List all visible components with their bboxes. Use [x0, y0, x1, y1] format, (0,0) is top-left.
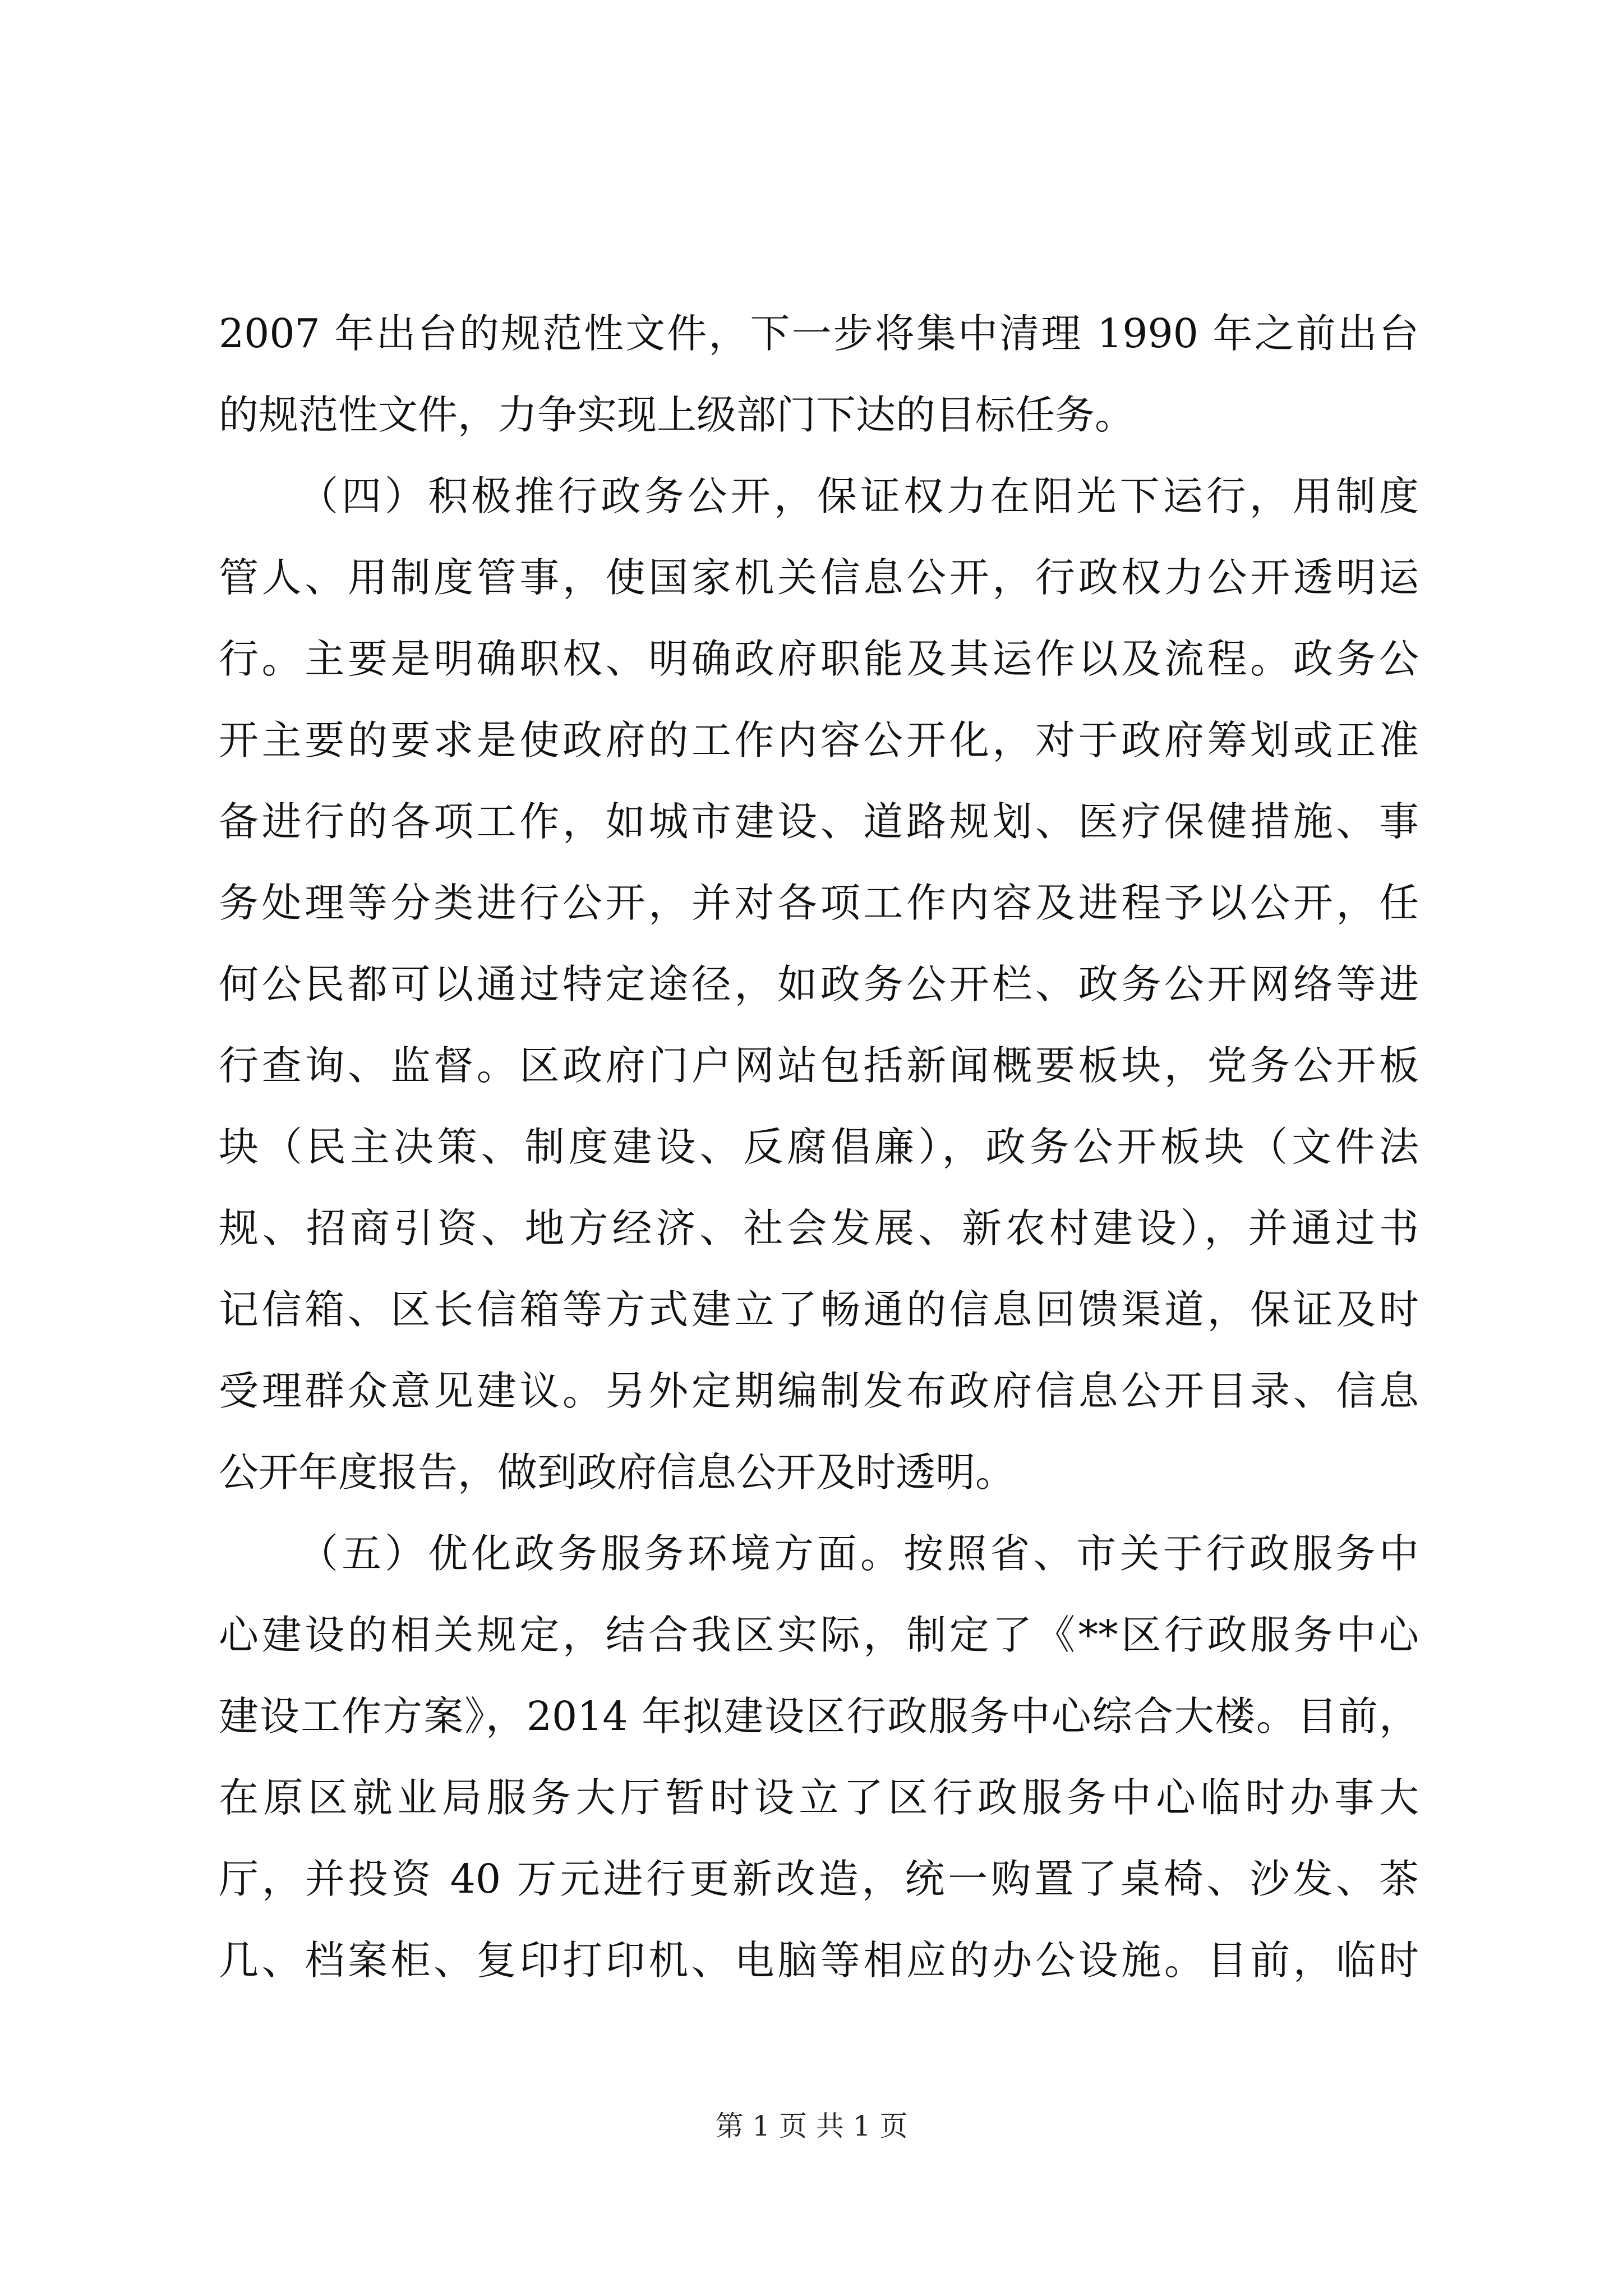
text-line: 管人、用制度管事，使国家机关信息公开，行政权力公开透明运 — [219, 554, 1419, 601]
text-line: 开主要的要求是使政府的工作内容公开化，对于政府筹划或正准 — [219, 717, 1419, 763]
text-line: 建设工作方案》，2014 年拟建设区行政服务中心综合大楼。目前， — [219, 1693, 1419, 1740]
document-body — [219, 303, 1419, 2053]
paragraph-first-line: （五）优化政务服务环境方面。按照省、市关于行政服务中 — [298, 1530, 1419, 1577]
text-line: 受理群众意见建议。另外定期编制发布政府信息公开目录、信息 — [219, 1368, 1419, 1414]
text-line: 在原区就业局服务大厅暂时设立了区行政服务中心临时办事大 — [219, 1774, 1419, 1821]
text-line: 心建设的相关规定，结合我区实际，制定了《**区行政服务中心 — [219, 1612, 1419, 1658]
text-line: 厅，并投资 40 万元进行更新改造，统一购置了桌椅、沙发、茶 — [219, 1856, 1419, 1902]
text-line: 公开年度报告，做到政府信息公开及时透明。 — [219, 1449, 1016, 1496]
text-line: 块（民主决策、制度建设、反腐倡廉），政务公开板块（文件法 — [219, 1124, 1419, 1170]
text-line: 2007 年出台的规范性文件，下一步将集中清理 1990 年之前出台 — [219, 310, 1419, 357]
text-line: 备进行的各项工作，如城市建设、道路规划、医疗保健措施、事 — [219, 798, 1419, 845]
text-line: 行查询、监督。区政府门户网站包括新闻概要板块，党务公开板 — [219, 1042, 1419, 1089]
page-footer: 第 1 页 共 1 页 — [715, 2110, 908, 2142]
text-line: 规、招商引资、地方经济、社会发展、新农村建设），并通过书 — [219, 1205, 1419, 1251]
text-line: 几、档案柜、复印打印机、电脑等相应的办公设施。目前，临时 — [219, 1937, 1419, 1984]
text-line: 的规范性文件，力争实现上级部门下达的目标任务。 — [219, 392, 1135, 438]
text-line: 何公民都可以通过特定途径，如政务公开栏、政务公开网络等进 — [219, 961, 1419, 1007]
text-line: 记信箱、区长信箱等方式建立了畅通的信息回馈渠道，保证及时 — [219, 1286, 1419, 1333]
paragraph-first-line: （四）积极推行政务公开，保证权力在阳光下运行，用制度 — [298, 473, 1419, 519]
text-line: 务处理等分类进行公开，并对各项工作内容及进程予以公开，任 — [219, 880, 1419, 926]
text-line: 行。主要是明确职权、明确政府职能及其运作以及流程。政务公 — [219, 636, 1419, 682]
